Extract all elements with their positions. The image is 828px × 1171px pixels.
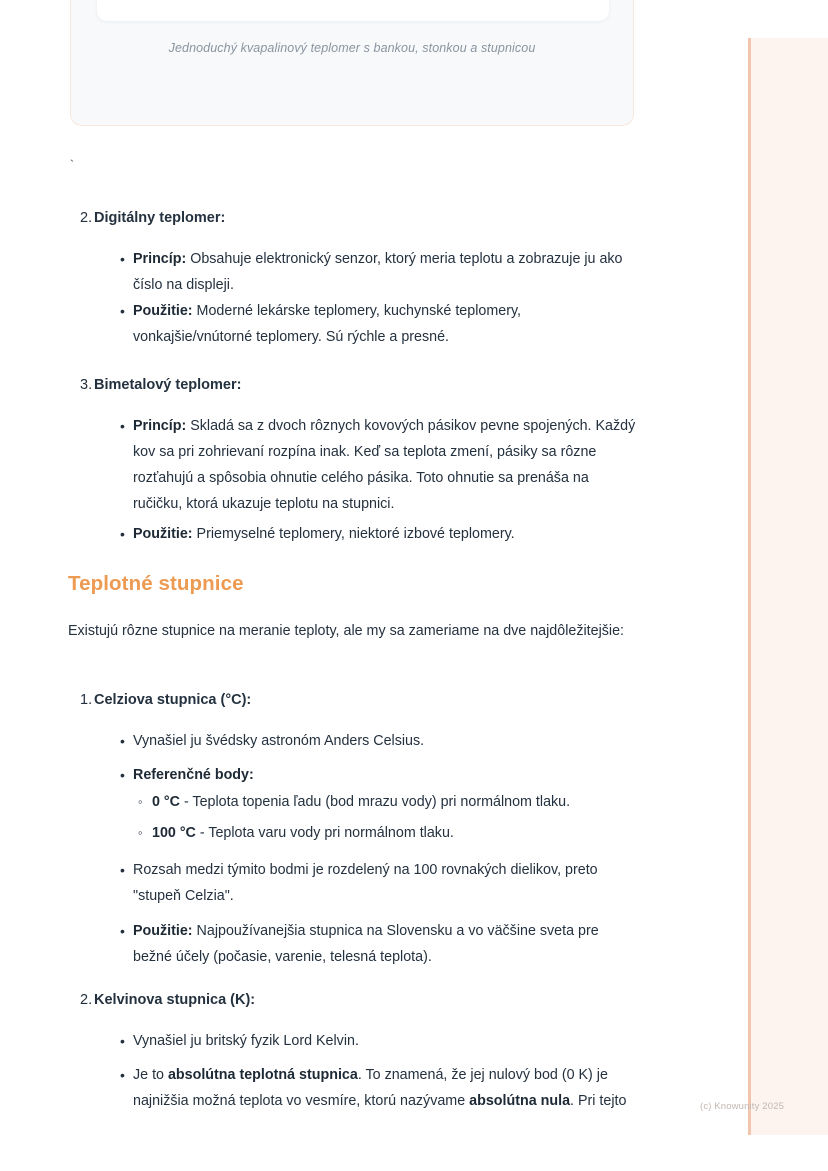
- bullet-label: Použitie:: [133, 526, 193, 542]
- bullet-label: Princíp:: [133, 251, 187, 267]
- copyright-watermark: (c) Knowunity 2025: [700, 1101, 785, 1112]
- bullet-dot-icon: •: [120, 418, 125, 434]
- bullet-celsius-pouzitie: [110, 918, 640, 970]
- bullet-bimetal-princip: [110, 413, 640, 517]
- bullet-label: Princíp:: [133, 418, 187, 434]
- list-item-celsius-scale: [68, 690, 648, 711]
- bullet-bold-absolute-zero: absolútna nula: [469, 1093, 571, 1109]
- bullet-celsius-inventor: [110, 728, 640, 754]
- hollow-bullet-icon: ◦: [138, 825, 143, 840]
- bullet-dot-icon: •: [120, 1033, 125, 1049]
- bullet-text: Priemyselné teplomery, niektoré izbové teplomery.: [192, 526, 515, 542]
- bullet-dot-icon: •: [120, 923, 125, 939]
- bullet-text: Vynašiel ju švédsky astronóm Anders Celsius.: [133, 733, 425, 749]
- bullet-digital-pouzitie: [110, 298, 640, 350]
- bullet-text-part3: . Pri tejto: [570, 1093, 627, 1109]
- list-number: 2.: [80, 992, 93, 1008]
- bullet-dot-icon: •: [120, 526, 125, 542]
- bullet-dot-icon: •: [120, 862, 125, 878]
- bullet-kelvin-inventor: [110, 1028, 640, 1054]
- list-item-bimetal-thermometer: [68, 375, 648, 396]
- list-item-title: Digitálny teplomer:: [94, 210, 226, 226]
- subbullet-text: - Teplota varu vody pri normálnom tlaku.: [195, 825, 454, 841]
- bullet-text: Rozsah medzi týmito bodmi je rozdelený na 100 rovnakých dielikov, preto "stupeň Celzia".: [133, 862, 598, 904]
- bullet-text: Moderné lekárske teplomery, kuchynské teplomery, vonkajšie/vnútorné teplomery. Sú rýchle a presné.: [133, 303, 522, 345]
- bullet-text: Vynašiel ju britský fyzik Lord Kelvin.: [133, 1033, 359, 1049]
- subbullet-celsius-zero: [130, 789, 640, 815]
- hollow-bullet-icon: ◦: [138, 794, 143, 809]
- bullet-label: Referenčné body:: [133, 767, 254, 783]
- stray-backtick-character: `: [68, 158, 76, 173]
- bullet-text-part1: Je to: [133, 1067, 168, 1083]
- list-number: 1.: [80, 692, 93, 708]
- bullet-celsius-range: [110, 857, 640, 909]
- bullet-dot-icon: •: [120, 303, 125, 319]
- bullet-digital-princip: [110, 246, 640, 298]
- list-item-kelvin-scale: [68, 990, 648, 1011]
- bullet-text: Obsahuje elektronický senzor, ktorý meria teplotu a zobrazuje ju ako číslo na displeji.: [133, 251, 623, 293]
- bullet-dot-icon: •: [120, 1067, 125, 1083]
- list-item-title: Bimetalový teplomer:: [94, 377, 242, 393]
- list-item-title: Celziova stupnica (°C):: [94, 692, 252, 708]
- list-number: 2.: [80, 210, 93, 226]
- bullet-text: Skladá sa z dvoch rôznych kovových pásikov pevne spojených. Každý kov sa pri zohrievaní rozpína inak. Keď sa teplota zmení, pásiky sa rôzne rozťahujú a spôsobia ohnutie celého pásika. Toto ohnutie sa prenáša na ručičku, ktorá ukazuje teplotu na stupnici.: [133, 418, 636, 512]
- bullet-dot-icon: •: [120, 733, 125, 749]
- bullet-bimetal-pouzitie: [110, 521, 640, 547]
- bullet-kelvin-absolute: [110, 1062, 640, 1114]
- subbullet-celsius-hundred: [130, 820, 640, 846]
- subbullet-label: 0 °C: [152, 794, 180, 810]
- bullet-bold-absolute-scale: absolútna teplotná stupnica: [167, 1067, 358, 1083]
- list-item-title: Kelvinova stupnica (K):: [94, 992, 256, 1008]
- bullet-text: Najpoužívanejšia stupnica na Slovensku a vo väčšine sveta pre bežné účely (počasie, varenie, telesná teplota).: [133, 923, 599, 965]
- bullet-dot-icon: •: [120, 251, 125, 267]
- figure-caption: Jednoduchý kvapalinový teplomer s bankou, stonkou a stupnicou: [168, 41, 536, 55]
- bullet-label: Použitie:: [133, 303, 193, 319]
- list-number: 3.: [80, 377, 93, 393]
- bullet-label: Použitie:: [133, 923, 193, 939]
- subbullet-text: - Teplota topenia ľadu (bod mrazu vody) pri normálnom tlaku.: [179, 794, 571, 810]
- section-intro-paragraph: Existujú rôzne stupnice na meranie teploty, ale my sa zameriame na dve najdôležitejšie:: [68, 623, 625, 639]
- bullet-celsius-reference-points: [110, 762, 640, 788]
- right-accent-panel: [748, 38, 828, 1135]
- figure-image-placeholder: [97, 0, 609, 21]
- list-item-digital-thermometer: [68, 208, 648, 229]
- bullet-dot-icon: •: [120, 767, 125, 783]
- figure-card: [70, 0, 634, 126]
- section-heading-temperature-scales: Teplotné stupnice: [68, 572, 244, 595]
- subbullet-label: 100 °C: [152, 825, 196, 841]
- bullet-text-part2: . To znamená, že jej nulový bod (0 K) je najnižšia možná teplota vo vesmíre, ktorú nazývame: [133, 1067, 608, 1109]
